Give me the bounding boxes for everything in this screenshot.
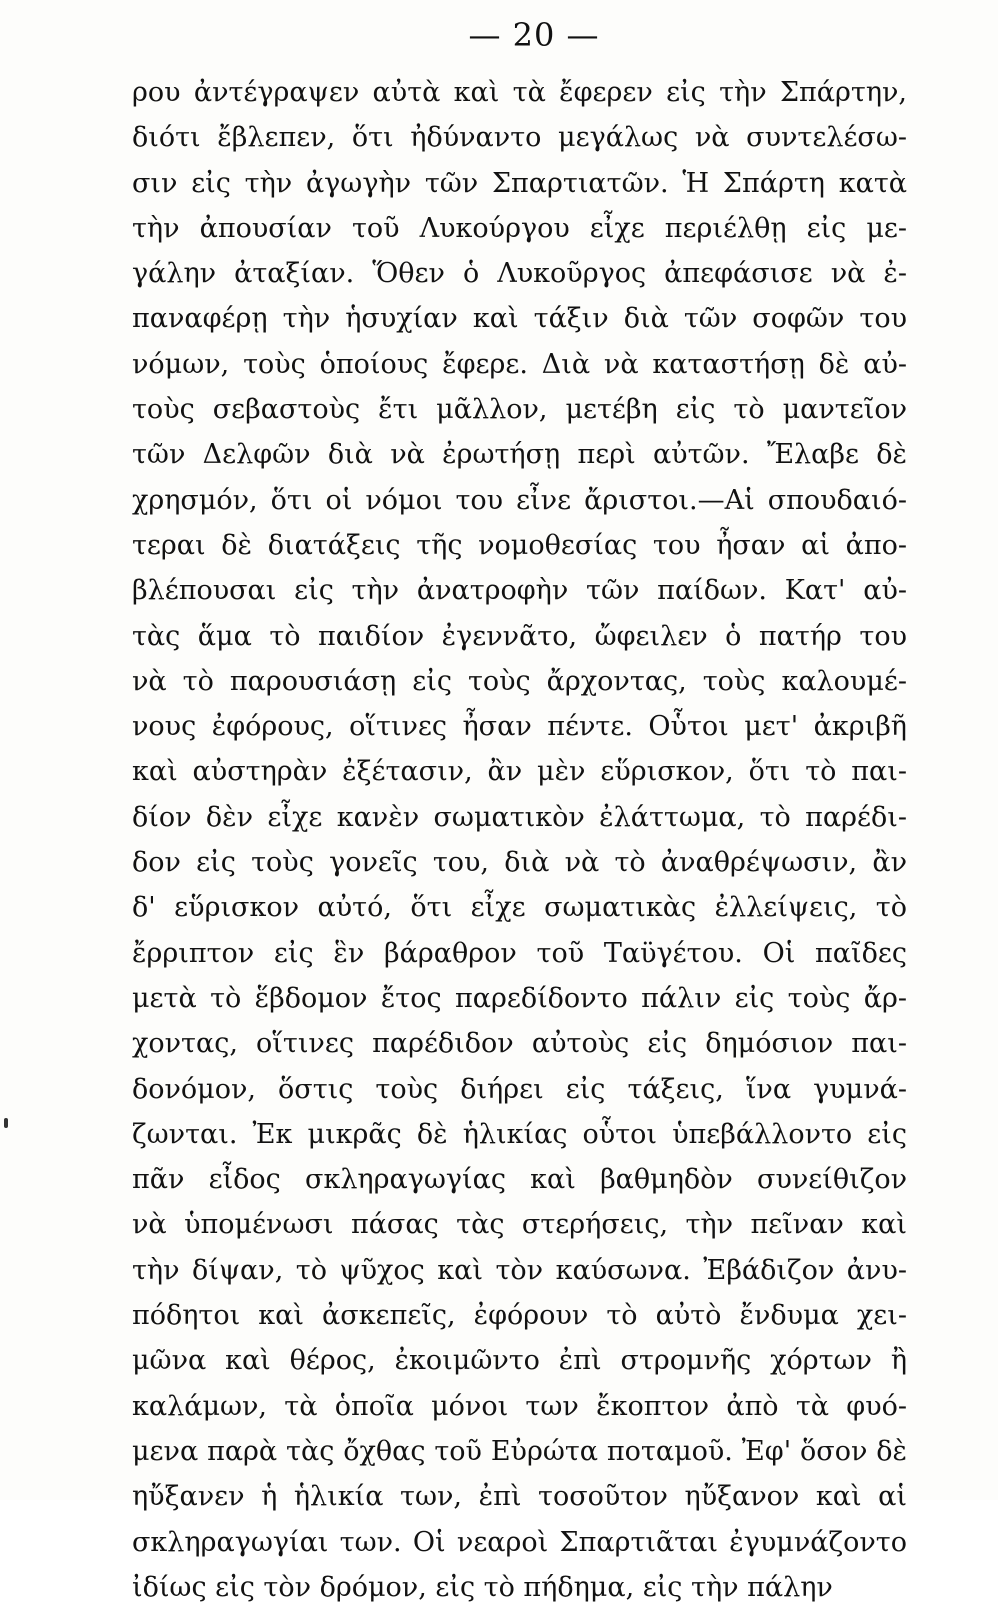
text-line: δονόμον, ὅστις τοὺς διήρει εἰς τάξεις, ἵνα γυμνά-: [132, 1073, 907, 1105]
text-line: ρου ἀντέγραψεν αὐτὰ καὶ τὰ ἔφερεν εἰς τὴν Σπάρτην,: [132, 77, 907, 108]
text-line: διότι ἔβλεπεν, ὅτι ἠδύναντο μεγάλως νὰ συντελέσω-: [132, 122, 907, 154]
text-line: ἰδίως εἰς τὸν δρόμον, εἰς τὸ πήδημα, εἰς τὴν πάλην: [132, 1571, 833, 1603]
text-line: χρησμόν, ὅτι οἱ νόμοι του εἶνε ἄριστοι.—Αἱ σπουδαιό-: [132, 484, 907, 516]
body-text: [132, 70, 907, 1610]
text-line: τεραι δὲ διατάξεις τῆς νομοθεσίας του ἦσαν αἱ ἀπο-: [132, 529, 907, 561]
text-line: δίον δὲν εἶχε κανὲν σωματικὸν ἐλάττωμα, τὸ παρέδι-: [132, 801, 907, 833]
text-line: νόμων, τοὺς ὁποίους ἔφερε. Διὰ νὰ καταστήσῃ δὲ αὐ-: [132, 348, 907, 380]
text-line: γάλην ἀταξίαν. Ὅθεν ὁ Λυκοῦργος ἀπεφάσισε νὰ ἐ-: [132, 258, 907, 290]
text-line: μετὰ τὸ ἕβδομον ἔτος παρεδίδοντο πάλιν εἰς τοὺς ἄρ-: [132, 982, 907, 1014]
text-line: νους ἐφόρους, οἵτινες ἦσαν πέντε. Οὗτοι μετ' ἀκριβῆ: [132, 711, 907, 743]
text-line: μενα παρὰ τὰς ὄχθας τοῦ Εὐρώτα ποταμοῦ. Ἐφ' ὅσον δὲ: [132, 1435, 907, 1467]
text-line: βλέπουσαι εἰς τὴν ἀνατροφὴν τῶν παίδων. Κατ' αὐ-: [132, 575, 907, 607]
margin-mark: [4, 1118, 8, 1128]
text-line: νὰ τὸ παρουσιάσῃ εἰς τοὺς ἄρχοντας, τοὺς καλουμέ-: [132, 665, 907, 697]
text-line: σκληραγωγίαι των. Οἱ νεαροὶ Σπαρτιᾶται ἐγυμνάζοντο: [132, 1526, 907, 1558]
text-line: νὰ ὑπομένωσι πάσας τὰς στερήσεις, τὴν πεῖναν καὶ: [132, 1209, 907, 1241]
page-number: — 20 —: [468, 16, 600, 54]
text-line: τῶν Δελφῶν διὰ νὰ ἐρωτήσῃ περὶ αὐτῶν. Ἔλαβε δὲ: [132, 439, 907, 471]
text-line: χοντας, οἵτινες παρέδιδον αὐτοὺς εἰς δημόσιον παι-: [132, 1028, 907, 1060]
text-line: πᾶν εἶδος σκληραγωγίας καὶ βαθμηδὸν συνείθιζον: [132, 1164, 907, 1196]
text-line: δ' εὕρισκον αὐτό, ὅτι εἶχε σωματικὰς ἐλλείψεις, τὸ: [132, 892, 907, 924]
text-line: τὴν δίψαν, τὸ ψῦχος καὶ τὸν καύσωνα. Ἐβάδιζον ἀνυ-: [132, 1254, 907, 1286]
text-line: τοὺς σεβαστοὺς ἔτι μᾶλλον, μετέβη εἰς τὸ μαντεῖον: [132, 394, 907, 426]
text-line: μῶνα καὶ θέρος, ἐκοιμῶντο ἐπὶ στρομνῆς χόρτων ἢ: [132, 1345, 907, 1377]
text-line: καλάμων, τὰ ὁποῖα μόνοι των ἔκοπτον ἀπὸ τὰ φυό-: [132, 1390, 907, 1422]
text-line: ζωνται. Ἐκ μικρᾶς δὲ ἡλικίας οὗτοι ὑπεβάλλοντο εἰς: [132, 1118, 907, 1150]
text-line: τὰς ἅμα τὸ παιδίον ἐγεννᾶτο, ὤφειλεν ὁ πατήρ του: [132, 620, 907, 652]
text-line: παναφέρῃ τὴν ἡσυχίαν καὶ τάξιν διὰ τῶν σοφῶν του: [132, 303, 907, 335]
text-line: πόδητοι καὶ ἀσκεπεῖς, ἐφόρουν τὸ αὐτὸ ἔνδυμα χει-: [132, 1300, 907, 1332]
text-line: δον εἰς τοὺς γονεῖς του, διὰ νὰ τὸ ἀναθρέψωσιν, ἂν: [132, 847, 907, 879]
text-line: ηὔξανεν ἡ ἡλικία των, ἐπὶ τοσοῦτον ηὔξανον καὶ αἱ: [132, 1481, 907, 1513]
text-line: καὶ αὐστηρὰν ἐξέτασιν, ἂν μὲν εὕρισκον, ὅτι τὸ παι-: [132, 756, 907, 788]
text-line: σιν εἰς τὴν ἀγωγὴν τῶν Σπαρτιατῶν. Ἡ Σπάρτη κατὰ: [132, 167, 907, 199]
text-line: τὴν ἀπουσίαν τοῦ Λυκούργου εἶχε περιέλθῃ εἰς με-: [132, 212, 907, 244]
text-line: ἔρριπτον εἰς ἓν βάραθρον τοῦ Ταϋγέτου. Οἱ παῖδες: [132, 937, 907, 969]
